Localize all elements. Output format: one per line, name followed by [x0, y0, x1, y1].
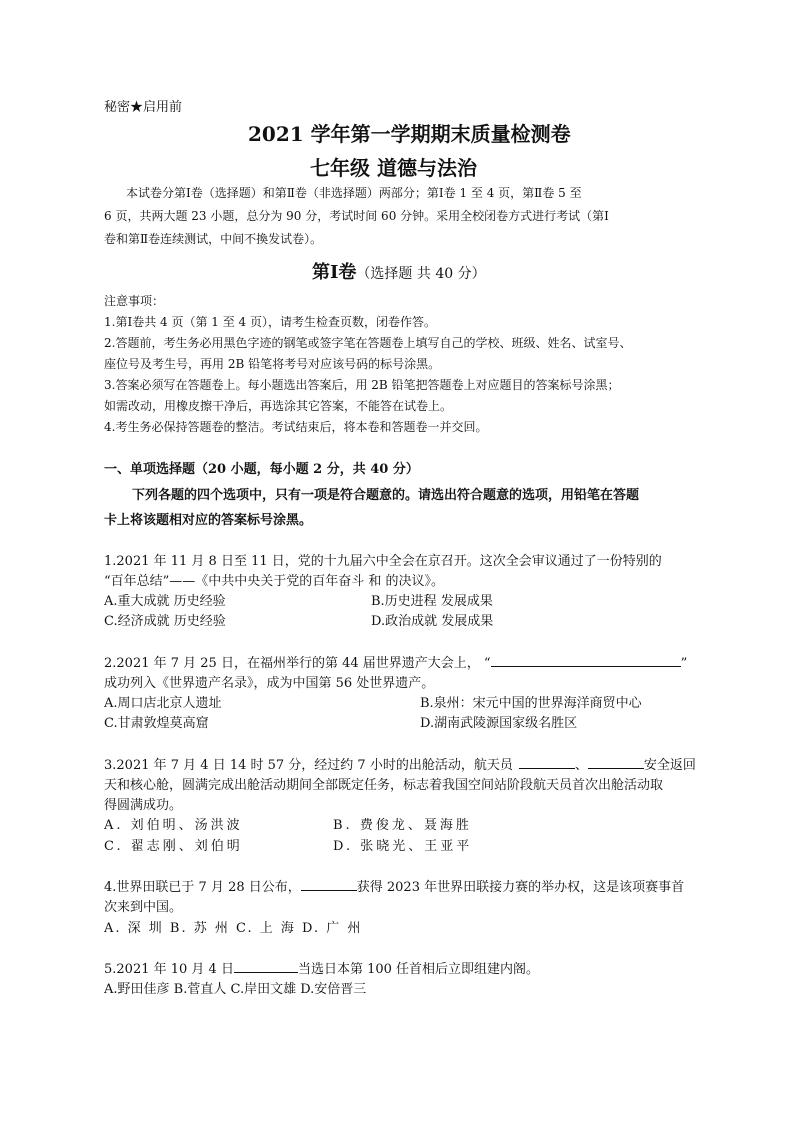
answer-blank	[301, 878, 357, 891]
notice-line: 3.答案必须写在答题卷上。每小题选出答案后，用 2B 铅笔把答题卷上对应题目的答案标号涂黑；	[104, 378, 620, 392]
q2-stem-quote: ”	[680, 656, 688, 671]
q1-stem-2: “百年总结”——《中共中央关于党的百年奋斗 和 的决议》。	[104, 574, 445, 589]
exam-subtitle: 七年级 道德与法治	[310, 156, 477, 180]
answer-blank	[491, 654, 681, 667]
q3-option-c: C. 翟志刚、刘伯明	[104, 839, 243, 854]
notice-line: 4.考生务必保持答题卷的整洁。考试结束后，将本卷和答题卷一并交回。	[104, 420, 488, 434]
q3-stem-end: 安全返回	[643, 758, 696, 773]
q3-option-a: A. 刘伯明、汤洪波	[104, 818, 243, 833]
secret-label: 秘密★启用前	[104, 100, 183, 115]
q2-stem-2: 成功列入《世界遗产名录》，成为中国第 56 处世界遗产。	[104, 676, 435, 691]
answer-blank	[234, 960, 298, 973]
intro-line-3: 卷和第Ⅱ卷连续测试，中间不換发试卷）。	[104, 232, 323, 246]
q5-stem-rest: 当选日本第 100 任首相后立即组建内阁。	[297, 962, 540, 977]
q2-stem-1	[104, 652, 687, 671]
q1-option-a: A.重大成就 历史经验	[104, 594, 226, 609]
q1-stem-1: 1.2021 年 11 月 8 日至 11 日，党的十九届六中全会在京召开。这次全会审议通过了一份特别的	[104, 554, 662, 569]
part-heading	[312, 258, 486, 284]
q3-stem-sep: 、	[574, 758, 588, 773]
section-heading: 一、单项选择题（20 小题，每小题 2 分，共 40 分）	[104, 462, 419, 477]
notice-line: 座位号及考生号，再用 2B 铅笔将考号对应该号码的标号涂黑。	[104, 357, 441, 371]
q3-option-b: B. 费俊龙、聂海胜	[333, 818, 472, 833]
section-instruction-2: 卡上将该题相对应的答案标号涂黑。	[104, 513, 313, 528]
notice-title: 注意事项：	[104, 294, 165, 308]
q2-option-b: B.泉州：宋元中国的世界海洋商贸中心	[420, 696, 642, 711]
section-instruction-1: 下列各题的四个选项中，只有一项是符合题意的。请选出符合题意的选项，用铅笔在答题	[132, 488, 640, 503]
q4-stem-text: 4.世界田联已于 7 月 28 日公布，	[104, 880, 301, 895]
intro-line-2: 6 页，共两大题 23 小题，总分为 90 分，考试时间 60 分钟。采用全校闭卷方式进行考试（第Ⅰ	[104, 209, 609, 223]
q2-option-c: C.甘肃敦煌莫高窟	[104, 716, 209, 731]
notice-line: 2.答题前，考生务必用黑色字迹的钢笔或签字笔在答题卷上填写自己的学校、班级、姓名、试室号、	[104, 336, 632, 350]
q1-option-d: D.政治成就 发展成果	[371, 614, 494, 629]
q3-stem-2: 天和核心舱，圆满完成出舱活动期间全部既定任务，标志着我国空间站阶段航天员首次出舱活动取	[104, 778, 664, 793]
q2-option-d: D.湖南武陵源国家级名胜区	[420, 716, 578, 731]
exam-title: 2021 学年第一学期期末质量检测卷	[248, 122, 571, 146]
q3-stem-text: 3.2021 年 7 月 4 日 14 时 57 分，经过约 7 小时的出舱活动，航天员	[104, 758, 513, 773]
notice-line: 1.第Ⅰ卷共 4 页（第 1 至 4 页），请考生检查页数，闭卷作答。	[104, 315, 436, 329]
q3-stem-1	[104, 754, 696, 773]
q1-option-c: C.经济成就 历史经验	[104, 614, 226, 629]
q2-option-a: A.周口店北京人遗址	[104, 696, 222, 711]
part-heading-main: 第Ⅰ卷	[312, 262, 357, 283]
answer-blank	[519, 756, 575, 769]
q4-stem-1	[104, 876, 684, 895]
q3-stem-3: 得圆满成功。	[104, 798, 183, 813]
q5-options: A.野田佳彦 B.菅直人 C.岸田文雄 D.安倍晋三	[104, 982, 367, 997]
intro-line-1: 本试卷分第Ⅰ卷（选择题）和第Ⅱ卷（非选择题）两部分；第Ⅰ卷 1 至 4 页，第Ⅱ卷 5 至	[126, 186, 582, 200]
answer-blank	[588, 756, 644, 769]
q4-stem-rest: 获得 2023 年世界田联接力赛的举办权，这是该项赛事首	[356, 880, 685, 895]
q1-option-b: B.历史进程 发展成果	[371, 594, 493, 609]
q4-stem-2: 次来到中国。	[104, 900, 183, 915]
q2-stem-text: 2.2021 年 7 月 25 日，在福州举行的第 44 届世界遗产大会上， “	[104, 656, 491, 671]
q5-stem-1	[104, 958, 539, 977]
q4-options: A. 深 圳 B. 苏 州 C. 上 海 D. 广 州	[104, 921, 363, 936]
notice-line: 如需改动，用橡皮擦干净后，再选涂其它答案，不能答在试卷上。	[104, 399, 453, 413]
q3-option-d: D. 张晓光、王亚平	[333, 839, 473, 854]
q5-stem-text: 5.2021 年 10 月 4 日	[104, 962, 234, 977]
part-heading-sub: （选择题 共 40 分）	[356, 266, 486, 282]
